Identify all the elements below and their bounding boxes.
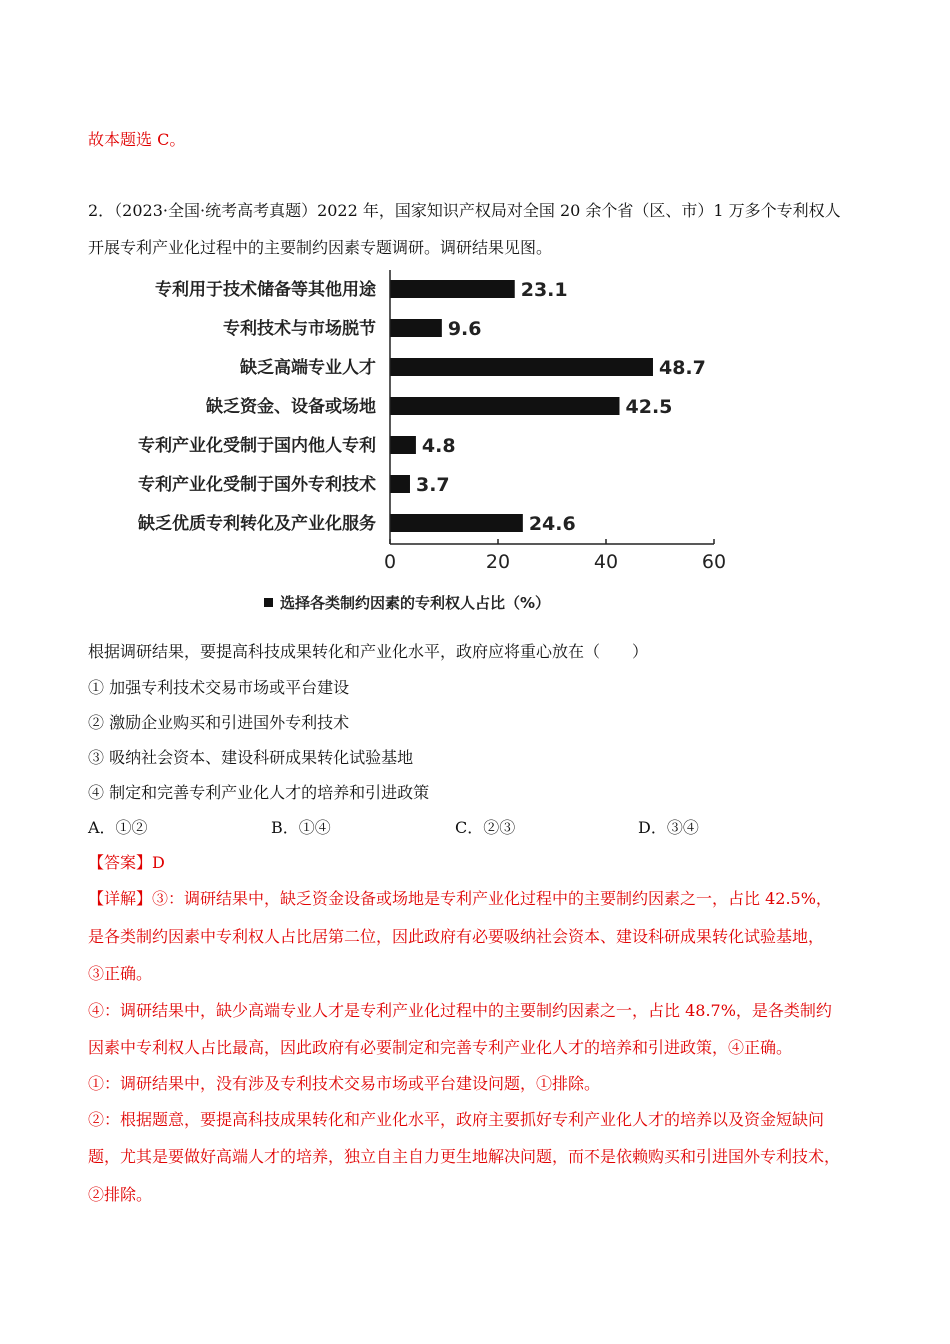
- bar: [390, 436, 416, 454]
- detail-line-9: ②排除。: [88, 1185, 153, 1204]
- data-label: 24.6: [528, 513, 576, 535]
- detail-line-5: 因素中专利权人占比最高，因此政府有必要制定和完善专利产业化人才的培养和引进政策，④正确。: [88, 1038, 793, 1057]
- bar: [390, 397, 620, 415]
- data-label: 23.1: [520, 279, 568, 301]
- bar: [390, 358, 653, 376]
- detail-line-4: ④：调研结果中，缺少高端专业人才是专利产业化过程中的主要制约因素之一，占比 48.7%，是各类制约: [88, 1001, 832, 1020]
- category-label: 缺乏优质专利转化及产业化服务: [138, 514, 376, 534]
- statement-3: ③ 吸纳社会资本、建设科研成果转化试验基地: [88, 748, 414, 767]
- answer-label: 【答案】D: [88, 853, 165, 872]
- statement-4: ④ 制定和完善专利产业化人才的培养和引进政策: [88, 783, 430, 802]
- detail-line-7: ②：根据题意，要提高科技成果转化和产业化水平，政府主要抓好专利产业化人才的培养以及资金短缺问: [88, 1110, 825, 1129]
- detail-line-2: 是各类制约因素中专利权人占比居第二位，因此政府有必要吸纳社会资本、建设科研成果转化试验基地，: [88, 927, 825, 946]
- data-label: 42.5: [625, 396, 673, 418]
- detail-line-3: ③正确。: [88, 964, 153, 983]
- bar-chart: [100, 268, 740, 618]
- detail-line-6: ①：调研结果中，没有涉及专利技术交易市场或平台建设问题，①排除。: [88, 1074, 601, 1093]
- category-label: 专利产业化受制于国外专利技术: [138, 475, 376, 495]
- data-label: 9.6: [447, 318, 482, 340]
- statement-1: ① 加强专利技术交易市场或平台建设: [88, 678, 350, 697]
- data-label: 48.7: [658, 357, 706, 379]
- option-b: B．①④: [271, 818, 331, 837]
- previous-answer-conclusion: 故本题选 C。: [88, 130, 186, 149]
- data-label: 3.7: [415, 474, 450, 496]
- data-label: 4.8: [421, 435, 456, 457]
- bar: [390, 319, 442, 337]
- detail-line-1: 【详解】③：调研结果中，缺乏资金设备或场地是专利产业化过程中的主要制约因素之一，占比 42.5%，: [88, 889, 832, 908]
- x-tick-label: 0: [383, 551, 397, 573]
- category-label: 缺乏高端专业人才: [240, 358, 376, 378]
- bar: [390, 280, 515, 298]
- option-d: D．③④: [638, 818, 699, 837]
- legend-swatch: [264, 598, 273, 607]
- detail-line-8: 题，尤其是要做好高端人才的培养，独立自主自力更生地解决问题，而不是依赖购买和引进国外专利技术，: [88, 1147, 841, 1166]
- statement-2: ② 激励企业购买和引进国外专利技术: [88, 713, 350, 732]
- legend-label: 选择各类制约因素的专利权人占比（%）: [280, 594, 551, 612]
- category-label: 专利用于技术储备等其他用途: [155, 280, 376, 300]
- x-tick-label: 60: [701, 551, 727, 573]
- question-stem-line-2: 开展专利产业化过程中的主要制约因素专题调研。调研结果见图。: [88, 238, 553, 257]
- bar: [390, 475, 410, 493]
- x-tick-label: 40: [593, 551, 619, 573]
- question-prompt: 根据调研结果，要提高科技成果转化和产业化水平，政府应将重心放在（ ）: [88, 642, 649, 661]
- option-a: A．①②: [88, 818, 148, 837]
- x-tick-label: 20: [485, 551, 511, 573]
- bar: [390, 514, 523, 532]
- category-label: 专利技术与市场脱节: [223, 319, 376, 339]
- option-c: C．②③: [455, 818, 516, 837]
- question-stem-line-1: 2．（2023·全国·统考高考真题）2022 年，国家知识产权局对全国 20 余个省（区、市）1 万多个专利权人: [88, 201, 841, 220]
- category-label: 缺乏资金、设备或场地: [206, 397, 376, 417]
- category-label: 专利产业化受制于国内他人专利: [138, 436, 376, 456]
